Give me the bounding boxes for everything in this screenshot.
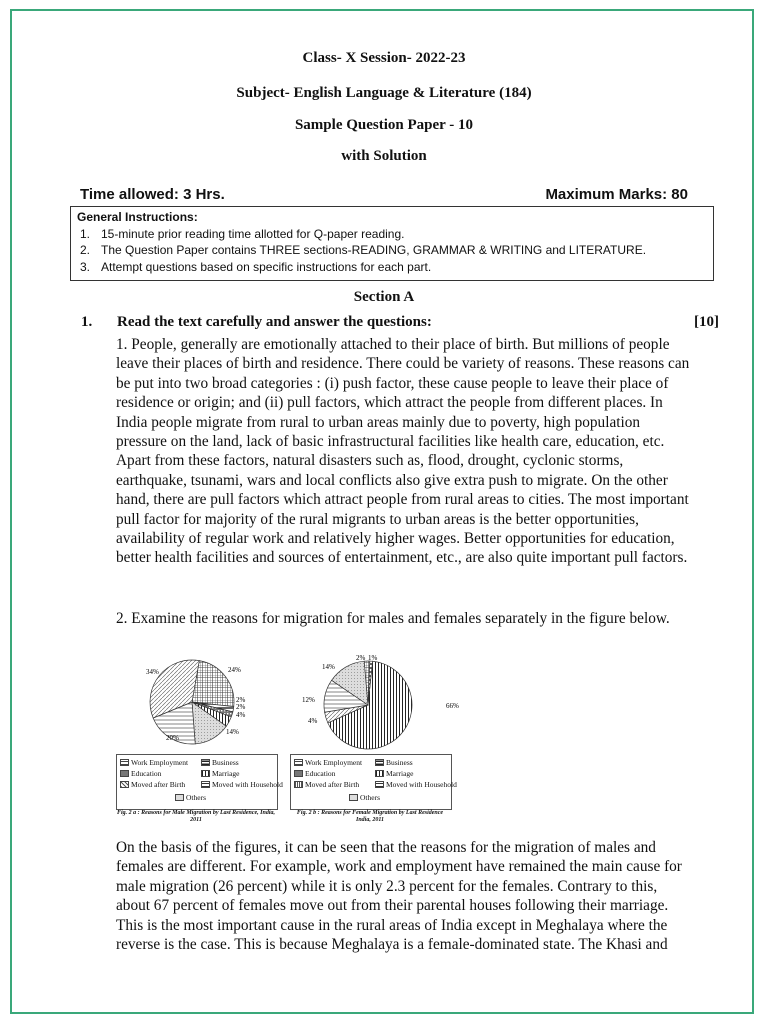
work-swatch xyxy=(120,759,129,766)
legend-item xyxy=(349,793,380,802)
legend-label: Education xyxy=(305,769,336,778)
others-swatch xyxy=(175,794,184,801)
instruction-text: The Question Paper contains THREE sections-READING, GRAMMAR & WRITING and LITERATURE. xyxy=(101,243,647,257)
legend-label: Others xyxy=(186,793,206,802)
instruction-number: 2. xyxy=(80,243,91,257)
household-swatch xyxy=(375,781,384,788)
legend-item xyxy=(120,769,161,778)
legend-item xyxy=(201,780,283,789)
female-figure-caption: Fig. 2 b : Reasons for Female Migration by Last Residence India, 2011 xyxy=(296,810,444,823)
instruction-number: 3. xyxy=(80,259,91,274)
instruction-item xyxy=(77,226,707,243)
male-migration-pie xyxy=(110,650,290,750)
instructions-heading: General Instructions: xyxy=(77,210,198,224)
time-allowed: Time allowed: 3 Hrs. xyxy=(80,186,225,203)
female-pie-slices xyxy=(324,661,412,749)
question-text: Read the text carefully and answer the questions: xyxy=(117,314,432,330)
legend-item xyxy=(201,769,239,778)
migration-figures xyxy=(110,650,470,832)
paper-title: Sample Question Paper - 10 xyxy=(294,117,474,133)
work-swatch xyxy=(294,759,303,766)
pie-label: 14% xyxy=(322,663,335,671)
legend-label: Moved after Birth xyxy=(305,780,360,789)
legend-label: Marriage xyxy=(212,769,240,778)
education-swatch xyxy=(294,770,303,777)
legend-label: Work Employment xyxy=(305,758,363,767)
business-swatch xyxy=(201,759,210,766)
legend-item xyxy=(120,780,185,789)
pie-label: 12% xyxy=(302,696,315,704)
legend-item xyxy=(294,769,335,778)
pie-label: 24% xyxy=(228,666,241,674)
instruction-item xyxy=(77,242,707,259)
birth-swatch xyxy=(294,781,303,788)
pie-label: 66% xyxy=(446,702,459,710)
legend-item xyxy=(120,758,188,767)
maximum-marks: Maximum Marks: 80 xyxy=(545,186,688,203)
legend-label: Others xyxy=(360,793,380,802)
legend-label: Business xyxy=(212,758,239,767)
legend-item xyxy=(175,793,206,802)
passage-paragraph-2: 2. Examine the reasons for migration for males and females separately in the figure below. xyxy=(116,610,670,627)
male-figure-caption: Fig. 2 a : Reasons for Male Migration by Last Residence, India, 2011 xyxy=(116,810,275,823)
legend-item xyxy=(375,780,457,789)
pie-label: 2% xyxy=(356,654,366,662)
pie-label: 4% xyxy=(308,717,318,725)
question-marks: [10] xyxy=(694,314,719,330)
others-swatch xyxy=(349,794,358,801)
marriage-swatch xyxy=(375,770,384,777)
instruction-text: 15-minute prior reading time allotted for Q-paper reading. xyxy=(101,226,405,241)
male-pie-slices xyxy=(150,660,234,744)
marriage-swatch xyxy=(201,770,210,777)
section-title: Section A xyxy=(353,289,415,305)
legend-item xyxy=(201,758,239,767)
instruction-number: 1. xyxy=(80,226,91,241)
general-instructions-box xyxy=(70,206,714,281)
question-number: 1. xyxy=(81,314,93,330)
subject-heading: Subject- English Language & Literature (184) xyxy=(236,85,532,101)
legend-label: Education xyxy=(131,769,162,778)
legend-label: Moved after Birth xyxy=(131,780,186,789)
business-swatch xyxy=(375,759,384,766)
education-swatch xyxy=(120,770,129,777)
pie-label: 34% xyxy=(146,668,159,676)
female-legend xyxy=(290,754,457,810)
instruction-text: Attempt questions based on specific instructions for each part. xyxy=(101,259,432,274)
pie-label: 2% xyxy=(236,703,246,711)
male-legend xyxy=(116,754,283,810)
pie-label: 4% xyxy=(236,711,246,719)
passage-paragraph-3: On the basis of the figures, it can be seen that the reasons for the migration of males and females are different. For example, work and employment have remained the main cause for male migration (26 percent) while it is only 2.3 percent for the females. Contrary to this, about 67 percent of females move out from their parental houses following their marriage. This is the most important cause in the rural areas of India except in Meghalaya where the reverse is the case. This is because Meghalaya is a female-dominated state. The Khasi and xyxy=(116,839,682,954)
birth-swatch xyxy=(120,781,129,788)
legend-item xyxy=(375,769,413,778)
legend-item xyxy=(294,780,359,789)
solution-subtitle: with Solution xyxy=(341,148,427,164)
legend-label: Moved with Household xyxy=(386,780,457,789)
pie-label: 14% xyxy=(226,728,239,736)
time-marks-row xyxy=(80,186,688,203)
pie-label: 2% xyxy=(236,696,246,704)
household-swatch xyxy=(201,781,210,788)
passage-paragraph-1: 1. People, generally are emotionally attached to their place of birth. But millions of people leave their places of birth and residence. There could be variety of reasons. These reasons can be put into two broad categories : (i) push factor, these cause people to leave their place of residence or origin; and (ii) pull factors, which attract the people from different places. In India people migrate from rural to urban areas mainly due to poverty, high population pressure on the land, lack of basic infrastructural facilities like health care, education, etc. Apart from these factors, natural disasters such as, flood, drought, cyclonic storms, earthquake, tsunami, wars and local conflicts also give extra push to migrate. On the other hand, there are pull factors which attract people from rural areas to cities. The most important pull factor for majority of the rural migrants to urban areas is the better opportunities, availability of regular work and relatively higher wages. Better opportunities for education, better health facilities and sources of entertainment, etc., are also quite important pull factors. xyxy=(116,336,690,567)
legend-label: Work Employment xyxy=(131,758,189,767)
legend-item xyxy=(375,758,413,767)
legend-label: Marriage xyxy=(386,769,414,778)
class-session-heading: Class- X Session- 2022-23 xyxy=(302,50,466,66)
legend-label: Moved with Household xyxy=(212,780,283,789)
pie-label: 20% xyxy=(166,734,179,742)
instruction-item xyxy=(77,259,707,276)
female-migration-pie xyxy=(296,650,470,750)
legend-item xyxy=(294,758,362,767)
pie-label: 1% xyxy=(368,654,378,662)
legend-label: Business xyxy=(386,758,413,767)
